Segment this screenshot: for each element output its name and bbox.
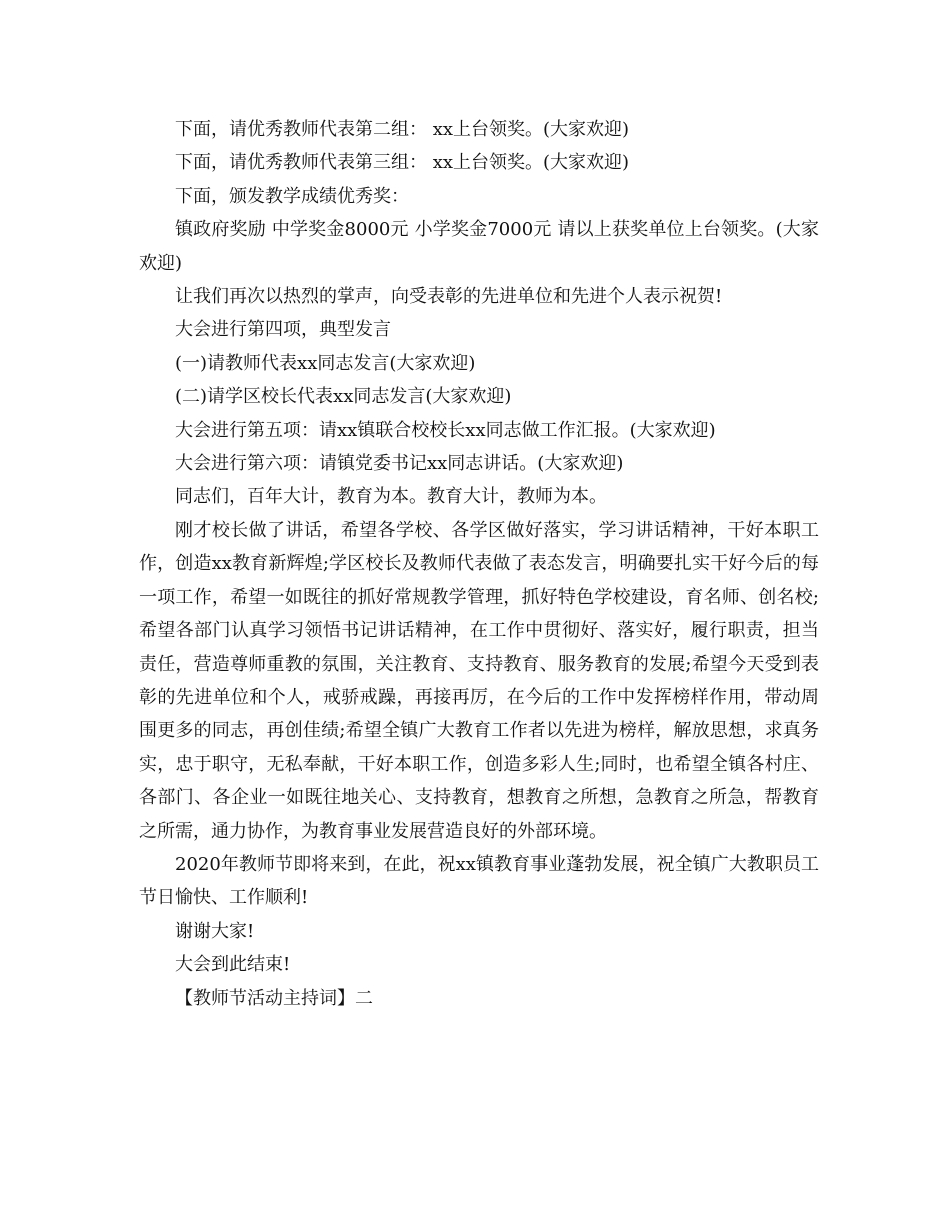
paragraph-teaching-award-heading: 下面，颁发教学成绩优秀奖： bbox=[175, 185, 409, 207]
paragraph-meeting-end: 大会到此结束! bbox=[175, 954, 291, 976]
paragraph-agenda-item-4: 大会进行第四项，典型发言 bbox=[175, 319, 391, 341]
paragraph-summary-hopes: 刚才校长做了讲话，希望各学校、各学区做好落实，学习讲话精神，干好本职工作，创造xx教育新辉煌;学区校长及教师代表做了表态发言，明确要扎实干好今后的每一项工作，希望一如既往的抓好常规教学管理，抓好特色学校建设，育名师、创名校;希望各部门认真学习领悟书记讲话精神，在工作中贯彻好、落实好，履行职责，担当责任，营造尊师重教的氛围，关注教育、支持教育、服务教育的发展;希望今天受到表彰的先进单位和个人，戒骄戒躁，再接再厉，在今后的工作中发挥榜样作用，带动周围更多的同志，再创佳绩;希望全镇广大教育工作者以先进为榜样，解放思想，求真务实，忠于职守，无私奉献，干好本职工作，创造多彩人生;同时，也希望全镇各村庄、各部门、各企业一如既往地关心、支持教育，想教育之所想，急教育之所急，帮教育之所需，通力协作，为教育事业发展营造良好的外部环境。 bbox=[139, 519, 819, 842]
paragraph-applause: 让我们再次以热烈的掌声，向受表彰的先进单位和先进个人表示祝贺! bbox=[175, 286, 723, 308]
paragraph-award-group-3: 下面，请优秀教师代表第三组： xx上台领奖。(大家欢迎) bbox=[175, 152, 630, 174]
paragraph-teacher-speech: (一)请教师代表xx同志发言(大家欢迎) bbox=[175, 352, 476, 374]
paragraph-teachers-day-wishes: 2020年教师节即将来到，在此，祝xx镇教育事业蓬勃发展，祝全镇广大教职员工节日愉快、工作顺利! bbox=[139, 853, 819, 909]
paragraph-agenda-item-5: 大会进行第五项：请xx镇联合校校长xx同志做工作汇报。(大家欢迎) bbox=[175, 419, 716, 441]
paragraph-thanks: 谢谢大家! bbox=[175, 920, 255, 942]
paragraph-award-group-2: 下面，请优秀教师代表第二组： xx上台领奖。(大家欢迎) bbox=[175, 119, 630, 140]
paragraph-agenda-item-6: 大会进行第六项：请镇党委书记xx同志讲话。(大家欢迎) bbox=[175, 453, 624, 475]
paragraph-education-foundation: 同志们，百年大计，教育为本。教育大计，教师为本。 bbox=[175, 486, 607, 508]
paragraph-next-section-title: 【教师节活动主持词】二 bbox=[175, 987, 373, 1009]
document-body bbox=[139, 113, 819, 1015]
paragraph-town-government-award: 镇政府奖励 中学奖金8000元 小学奖金7000元 请以上获奖单位上台领奖。(大家欢迎) bbox=[139, 219, 819, 274]
paragraph-principal-speech: (二)请学区校长代表xx同志发言(大家欢迎) bbox=[175, 386, 512, 408]
